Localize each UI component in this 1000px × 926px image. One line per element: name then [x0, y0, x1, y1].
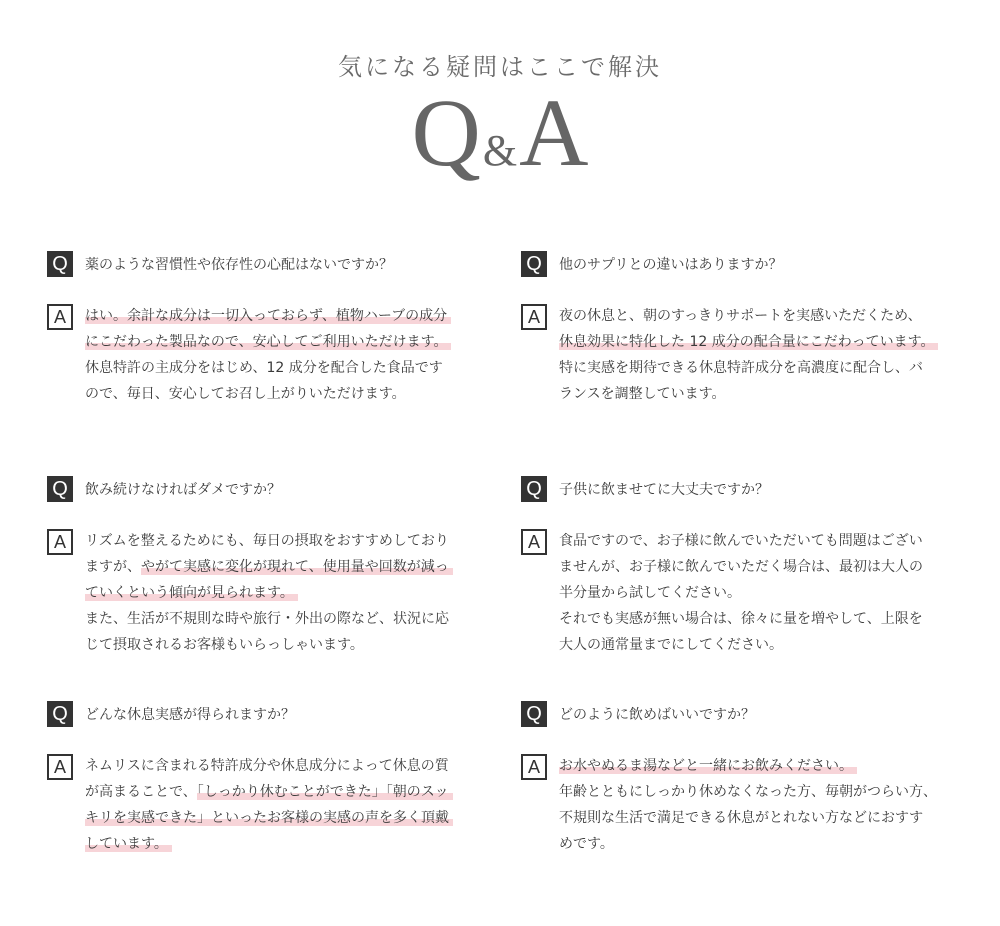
highlighted-text: お水やぬるま湯などと一緒にお飲みください。	[559, 758, 857, 774]
answer-line	[559, 779, 953, 805]
answer-segment: リズムを整えるためにも、毎日の摂取をおすすめしており	[85, 533, 449, 549]
answer-line	[85, 580, 479, 606]
question-text: 他のサプリとの違いはありますか？	[559, 257, 783, 273]
answer-line	[85, 831, 479, 857]
question-line	[521, 251, 953, 277]
a-badge: A	[47, 529, 73, 555]
highlighted-text: ていくという傾向が見られます。	[85, 585, 298, 601]
answer-segment: めです。	[559, 836, 614, 852]
highlighted-text: やがて実感に変化が現れて、使用量や回数が減っ	[141, 559, 453, 575]
title-a: A	[519, 79, 589, 186]
question-text: 子供に飲ませてに大丈夫ですか？	[559, 482, 769, 498]
answer-line	[85, 606, 479, 632]
question-text: 薬のような習慣性や依存性の心配はないですか？	[85, 257, 393, 273]
answer-segment: 年齢とともにしっかり休めなくなった方、毎朝がつらい方、	[559, 784, 937, 800]
question-line	[47, 701, 479, 727]
answer-segment: また、生活が不規則な時や旅行・外出の際など、状況に応	[85, 611, 449, 627]
answer-line	[85, 329, 479, 355]
qa-item	[47, 251, 479, 407]
answer-segment: ネムリスに含まれる特許成分や休息成分によって休息の質	[85, 758, 449, 774]
highlighted-text: しています。	[85, 836, 172, 852]
answer-line	[559, 329, 953, 355]
answer-segment: 大人の通常量までにしてください。	[559, 637, 783, 653]
answer-segment: 不規則な生活で満足できる休息がとれない方などにおすす	[559, 810, 924, 826]
answer-line	[85, 632, 479, 658]
answer-line	[85, 381, 479, 407]
answer-text	[85, 528, 479, 658]
q-badge: Q	[47, 251, 73, 277]
question-text: どのように飲めばいいですか？	[559, 707, 755, 723]
question-line	[47, 476, 479, 502]
answer-segment: ませんが、お子様に飲んでいただく場合は、最初は大人の	[559, 559, 923, 575]
answer-text	[559, 303, 953, 407]
a-badge: A	[47, 304, 73, 330]
answer-segment: 夜の休息と、朝のすっきりサポートを実感いただくため、	[559, 308, 922, 324]
a-badge: A	[521, 529, 547, 555]
title-q: Q	[411, 79, 481, 186]
answer-segment: じて摂取されるお客様もいらっしゃいます。	[85, 637, 364, 653]
highlighted-text: 休息効果に特化した 12 成分の配合量にこだわっています。	[559, 334, 938, 350]
question-line	[521, 701, 953, 727]
answer-segment: 休息特許の主成分をはじめ、12 成分を配合した食品です	[85, 360, 443, 376]
answer-line	[559, 355, 953, 381]
answer-line	[559, 381, 953, 407]
qa-grid	[47, 251, 953, 926]
a-badge: A	[521, 304, 547, 330]
answer-line	[85, 355, 479, 381]
question-line	[521, 476, 953, 502]
answer-line	[559, 805, 953, 831]
highlighted-text: キリを実感できた」といったお客様の実感の声を多く頂戴	[85, 810, 453, 826]
highlighted-text: 「しっかり休むことができた」「朝のスッ	[197, 784, 453, 800]
answer-text	[85, 303, 479, 407]
answer-line	[85, 303, 479, 329]
answer-block	[521, 303, 953, 407]
answer-line	[559, 831, 953, 857]
answer-text	[559, 753, 953, 857]
answer-line	[559, 580, 953, 606]
answer-segment: 半分量から試してください。	[559, 585, 741, 601]
q-badge: Q	[47, 476, 73, 502]
qa-row	[47, 251, 953, 476]
q-badge: Q	[521, 251, 547, 277]
highlighted-text: にこだわった製品なので、安心してご利用いただけます。	[85, 334, 451, 350]
question-line	[47, 251, 479, 277]
title-ampersand: &	[482, 126, 518, 175]
highlighted-text: はい。余計な成分は一切入っておらず、植物ハーブの成分	[85, 308, 451, 324]
qa-item	[521, 701, 953, 857]
qa-item	[47, 701, 479, 857]
answer-line	[559, 554, 953, 580]
qa-item	[47, 476, 479, 658]
answer-segment: 食品ですので、お子様に飲んでいただいても問題はござい	[559, 533, 923, 549]
answer-line	[85, 779, 479, 805]
answer-segment: それでも実感が無い場合は、徐々に量を増やして、上限を	[559, 611, 923, 627]
a-badge: A	[521, 754, 547, 780]
answer-line	[85, 528, 479, 554]
answer-block	[521, 528, 953, 658]
answer-block	[47, 528, 479, 658]
answer-block	[47, 753, 479, 857]
page-subtitle: 気になる疑問はここで解決	[338, 53, 662, 81]
answer-segment: が高まることで、	[85, 784, 197, 800]
q-badge: Q	[521, 701, 547, 727]
question-text: どんな休息実感が得られますか？	[85, 707, 295, 723]
answer-segment: ので、毎日、安心してお召し上がりいただけます。	[85, 386, 406, 402]
qa-row	[47, 476, 953, 701]
answer-text	[85, 753, 479, 857]
answer-line	[559, 632, 953, 658]
answer-line	[85, 753, 479, 779]
answer-line	[85, 805, 479, 831]
answer-text	[559, 528, 953, 658]
page-header	[0, 50, 1000, 206]
answer-segment: ますが、	[85, 559, 141, 575]
page-title	[0, 79, 1000, 206]
question-text: 飲み続けなければダメですか？	[85, 482, 281, 498]
answer-block	[47, 303, 479, 407]
answer-line	[559, 606, 953, 632]
answer-block	[521, 753, 953, 857]
answer-line	[559, 528, 953, 554]
a-badge: A	[47, 754, 73, 780]
q-badge: Q	[521, 476, 547, 502]
answer-line	[85, 554, 479, 580]
answer-segment: 特に実感を期待できる休息特許成分を高濃度に配合し、バ	[559, 360, 923, 376]
answer-line	[559, 303, 953, 329]
q-badge: Q	[47, 701, 73, 727]
qa-item	[521, 251, 953, 407]
qa-item	[521, 476, 953, 658]
answer-line	[559, 753, 953, 779]
answer-segment: ランスを調整しています。	[559, 386, 726, 402]
qa-row	[47, 701, 953, 926]
